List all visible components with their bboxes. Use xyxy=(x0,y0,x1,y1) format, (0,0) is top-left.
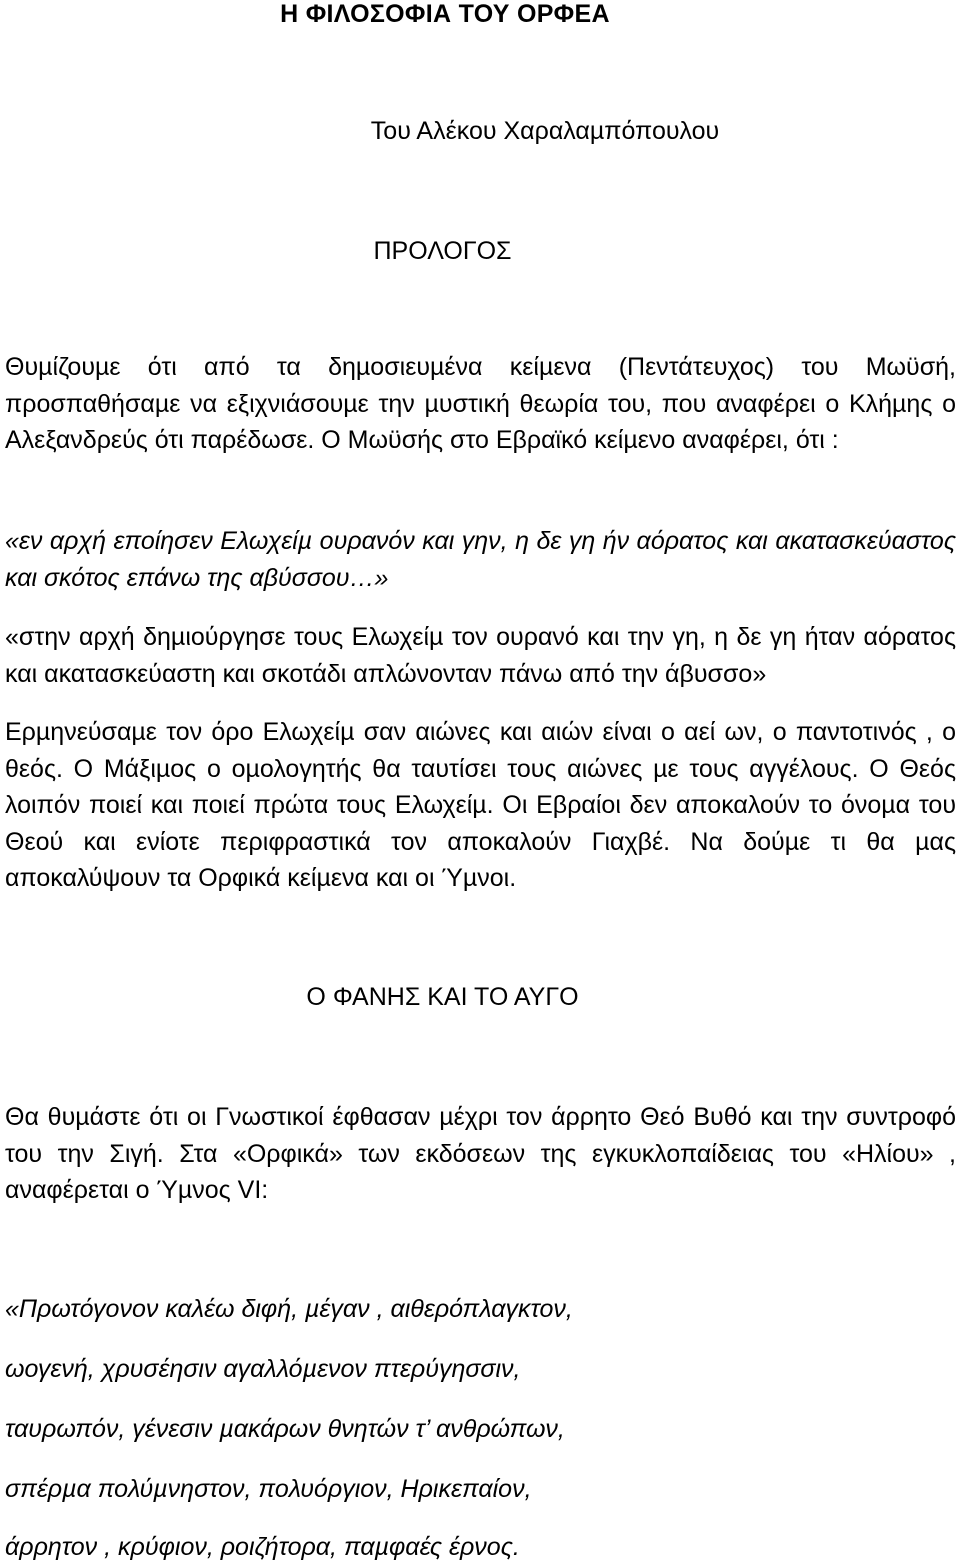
prologue-heading: ΠΡΟΛΟΓΟΣ xyxy=(373,237,512,265)
hymn-line: άρρητον , κρύφιον, ροιζήτορα, παµφαές έρνος. xyxy=(5,1533,520,1561)
hymn-line: «Πρωτόγονον καλέω διφή, µέγαν , αιθερόπλαγκτον, xyxy=(5,1295,573,1323)
hymn-line: σπέρµα πολύµνηστον, πολυόργιον, Ηρικεπαίον, xyxy=(5,1475,532,1503)
interpretation-paragraph: Ερµηνεύσαµε τον όρο Ελωχείµ σαν αιώνες και αιών είναι ο αεί ων, ο παντοτινός , ο θεός. Ο Μάξιµος ο οµολογητής θα ταυτίσει τους αιώνες µε τους αγγέλους. Ο Θεός λοιπόν ποιεί και ποιεί πρώτα τους Ελωχείµ. Οι Εβραίοι δεν αποκαλούν το όνοµα του Θεού και ενίοτε περιφραστικά τον αποκαλούν Γιαχβέ. Να δούµε τι θα µας αποκαλύψουν τα Ορφικά κείµενα και οι Ύµνοι. xyxy=(5,718,956,893)
hymn-line: ταυρωπόν, γένεσιν µακάρων θνητών τ’ ανθρώπων, xyxy=(5,1415,565,1443)
section-heading: Ο ΦΑΝΗΣ ΚΑΙ ΤΟ ΑΥΓΟ xyxy=(306,983,579,1011)
section-paragraph: Θα θυµάστε ότι οι Γνωστικοί έφθασαν µέχρι τον άρρητο Θεό Βυθό και την συντροφό του την Σιγή. Στα «Ορφικά» των εκδόσεων της εγκυκλοπαίδειας του «Ηλίου» , αναφέρεται ο Ύµνος VI: xyxy=(5,1103,956,1205)
genesis-quote: «εν αρχή εποίησεν Ελωχείµ ουρανόν και γην, η δε γη ήν αόρατος και ακατασκεύαστος και σκότος επάνω της αβύσσου…» xyxy=(5,527,956,592)
author-line: Του Αλέκου Χαραλαµπόπουλου xyxy=(370,117,720,145)
document-title: Η ΦΙΛΟΣΟΦΙΑ ΤΟΥ ΟΡΦΕΑ xyxy=(280,0,610,28)
intro-paragraph: Θυµίζουµε ότι από τα δηµοσιευµένα κείµενα (Πεντάτευχος) του Μωϋσή, προσπαθήσαµε να εξιχνιάσουµε την µυστική θεωρία του, που αναφέρει ο Κλήµης ο Αλεξανδρεύς ότι παρέδωσε. Ο Μωϋσής στο Εβραϊκό κείµενο αναφέρει, ότι : xyxy=(5,353,956,455)
genesis-translation: «στην αρχή δηµιούργησε τους Ελωχείµ τον ουρανό και την γη, η δε γη ήταν αόρατος και ακατασκεύαστη και σκοτάδι απλώνονταν πάνω από την άβυσσο» xyxy=(5,623,956,688)
hymn-line: ωογενή, χρυσέησιν αγαλλόµενον πτερύγησσιν, xyxy=(5,1355,521,1383)
